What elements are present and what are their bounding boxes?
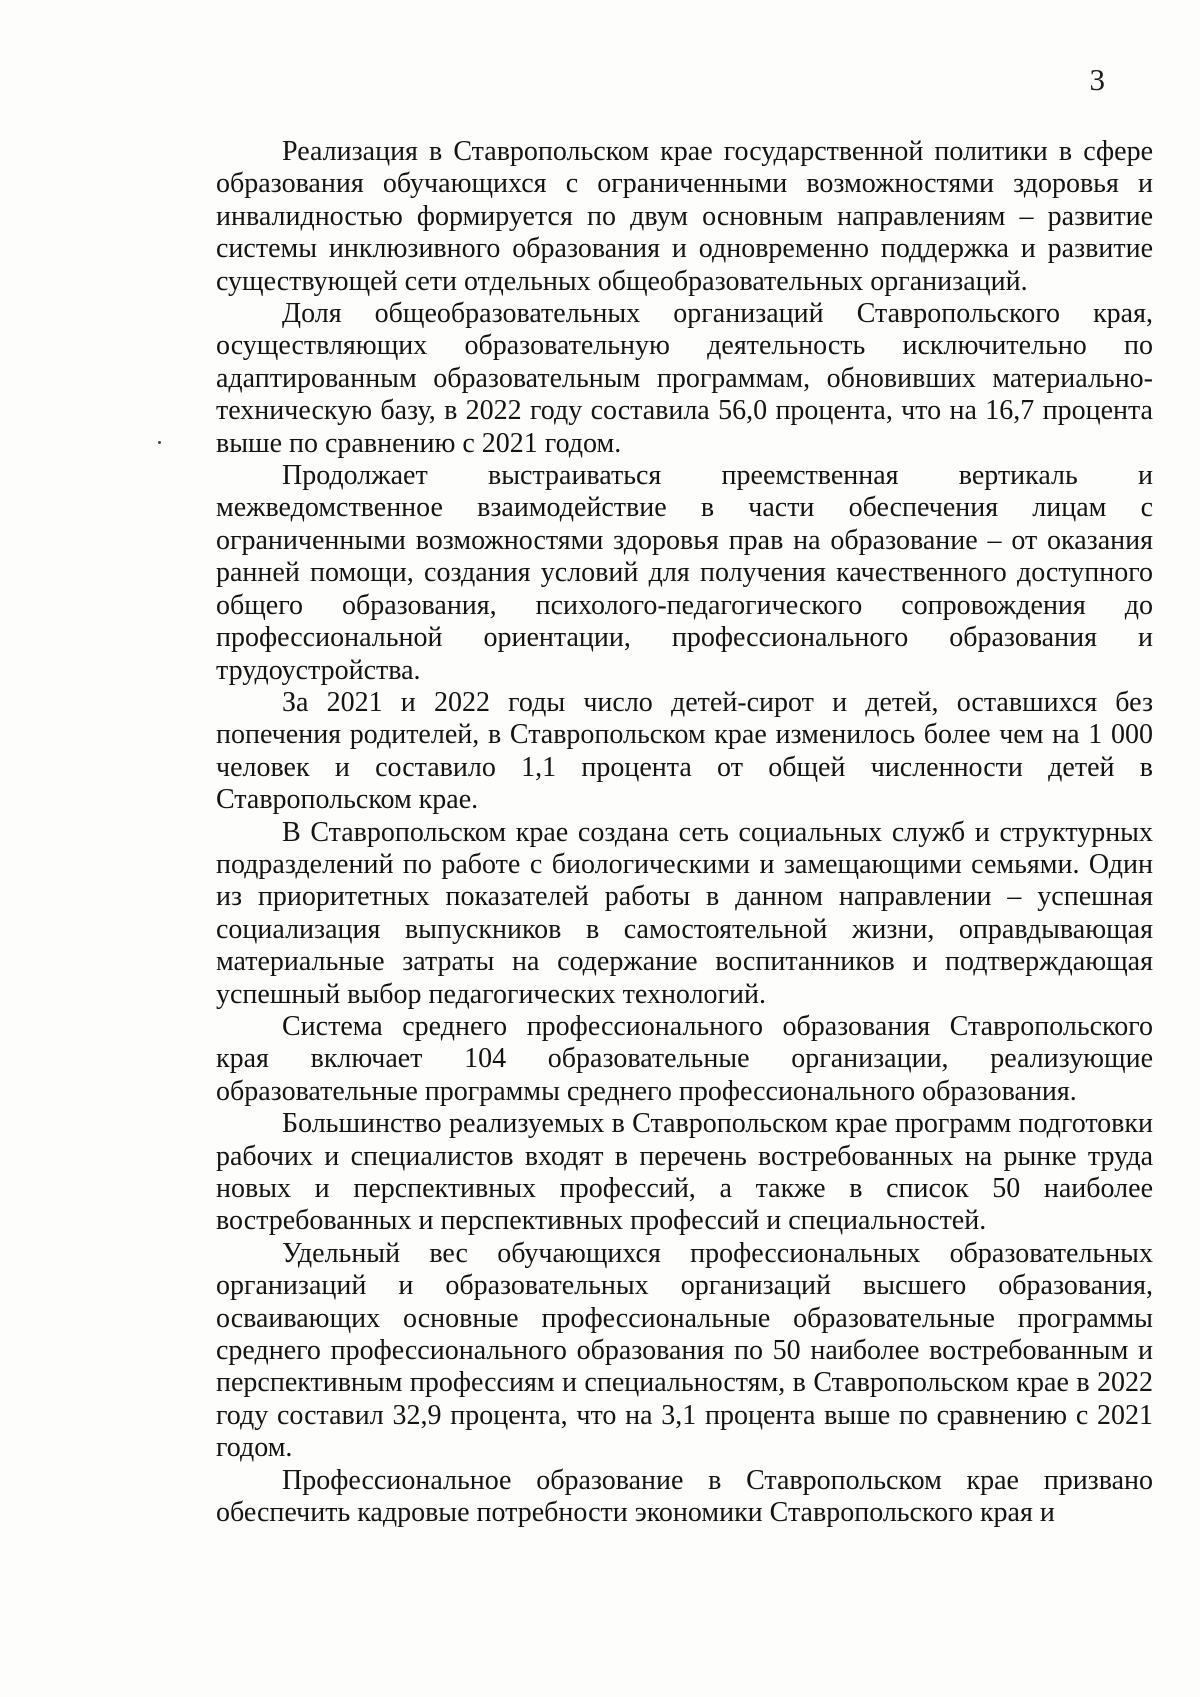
document-body	[216, 136, 1153, 1529]
page-number: 3	[1089, 62, 1105, 97]
paragraph-vocational-system: Система среднего профессионального образования Ставропольского края включает 104 образовательные организации, реализующие образовательные программы среднего профессионального образования.	[216, 1010, 1153, 1107]
paragraph-interagency-cooperation: Продолжает выстраиваться преемственная вертикаль и межведомственное взаимодействие в части обеспечения лицам с ограниченными возможностями здоровья прав на образование – от оказания ранней помощи, создания условий для получения качественного доступного общего образования, психолого-педагогического сопровождения до профессиональной ориентации, профессионального образования и трудоустройства.	[216, 460, 1153, 686]
paragraph-demanded-professions: Большинство реализуемых в Ставропольском крае программ подготовки рабочих и специалистов входят в перечень востребованных на рынке труда новых и перспективных профессий, а также в список 50 наиболее востребованных и перспективных профессий и специальностей.	[216, 1108, 1153, 1237]
paragraph-students-share: Удельный вес обучающихся профессиональных образовательных организаций и образовательных организаций высшего образования, осваивающих основные профессиональные образовательные программы среднего профессионального образования по 50 наиболее востребованным и перспективным профессиям и специальностям, в Ставропольском крае в 2022 году составил 32,9 процента, что на 3,1 процента выше по сравнению с 2021 годом.	[216, 1237, 1153, 1464]
scan-speck	[158, 441, 161, 444]
paragraph-inclusive-education: Реализация в Ставропольском крае государственной политики в сфере образования обучающихся с ограниченными возможностями здоровья и инвалидностью формируется по двум основным направлениям – развитие системы инклюзивного образования и одновременно поддержка и развитие существующей сети отдельных общеобразовательных организаций.	[216, 136, 1153, 297]
paragraph-social-services: В Ставропольском крае создана сеть социальных служб и структурных подразделений по работе с биологическими и замещающими семьями. Один из приоритетных показателей работы в данном направлении – успешная социализация выпускников в самостоятельной жизни, оправдывающая материальные затраты на содержание воспитанников и подтверждающая успешный выбор педагогических технологий.	[216, 816, 1153, 1010]
paragraph-orphans: За 2021 и 2022 годы число детей-сирот и детей, оставшихся без попечения родителей, в Ставропольском крае изменилось более чем на 1 000 человек и составило 1,1 процента от общей численности детей в Ставропольском крае.	[216, 686, 1153, 816]
paragraph-professional-education: Профессиональное образование в Ставропольском крае призвано обеспечить кадровые потребности экономики Ставропольского края и	[216, 1464, 1153, 1529]
paragraph-adapted-programs-share: Доля общеобразовательных организаций Ставропольского края, осуществляющих образовательную деятельность исключительно по адаптированным образовательным программам, обновивших материально-техническую базу, в 2022 году составила 56,0 процента, что на 16,7 процента выше по сравнению с 2021 годом.	[216, 298, 1153, 459]
